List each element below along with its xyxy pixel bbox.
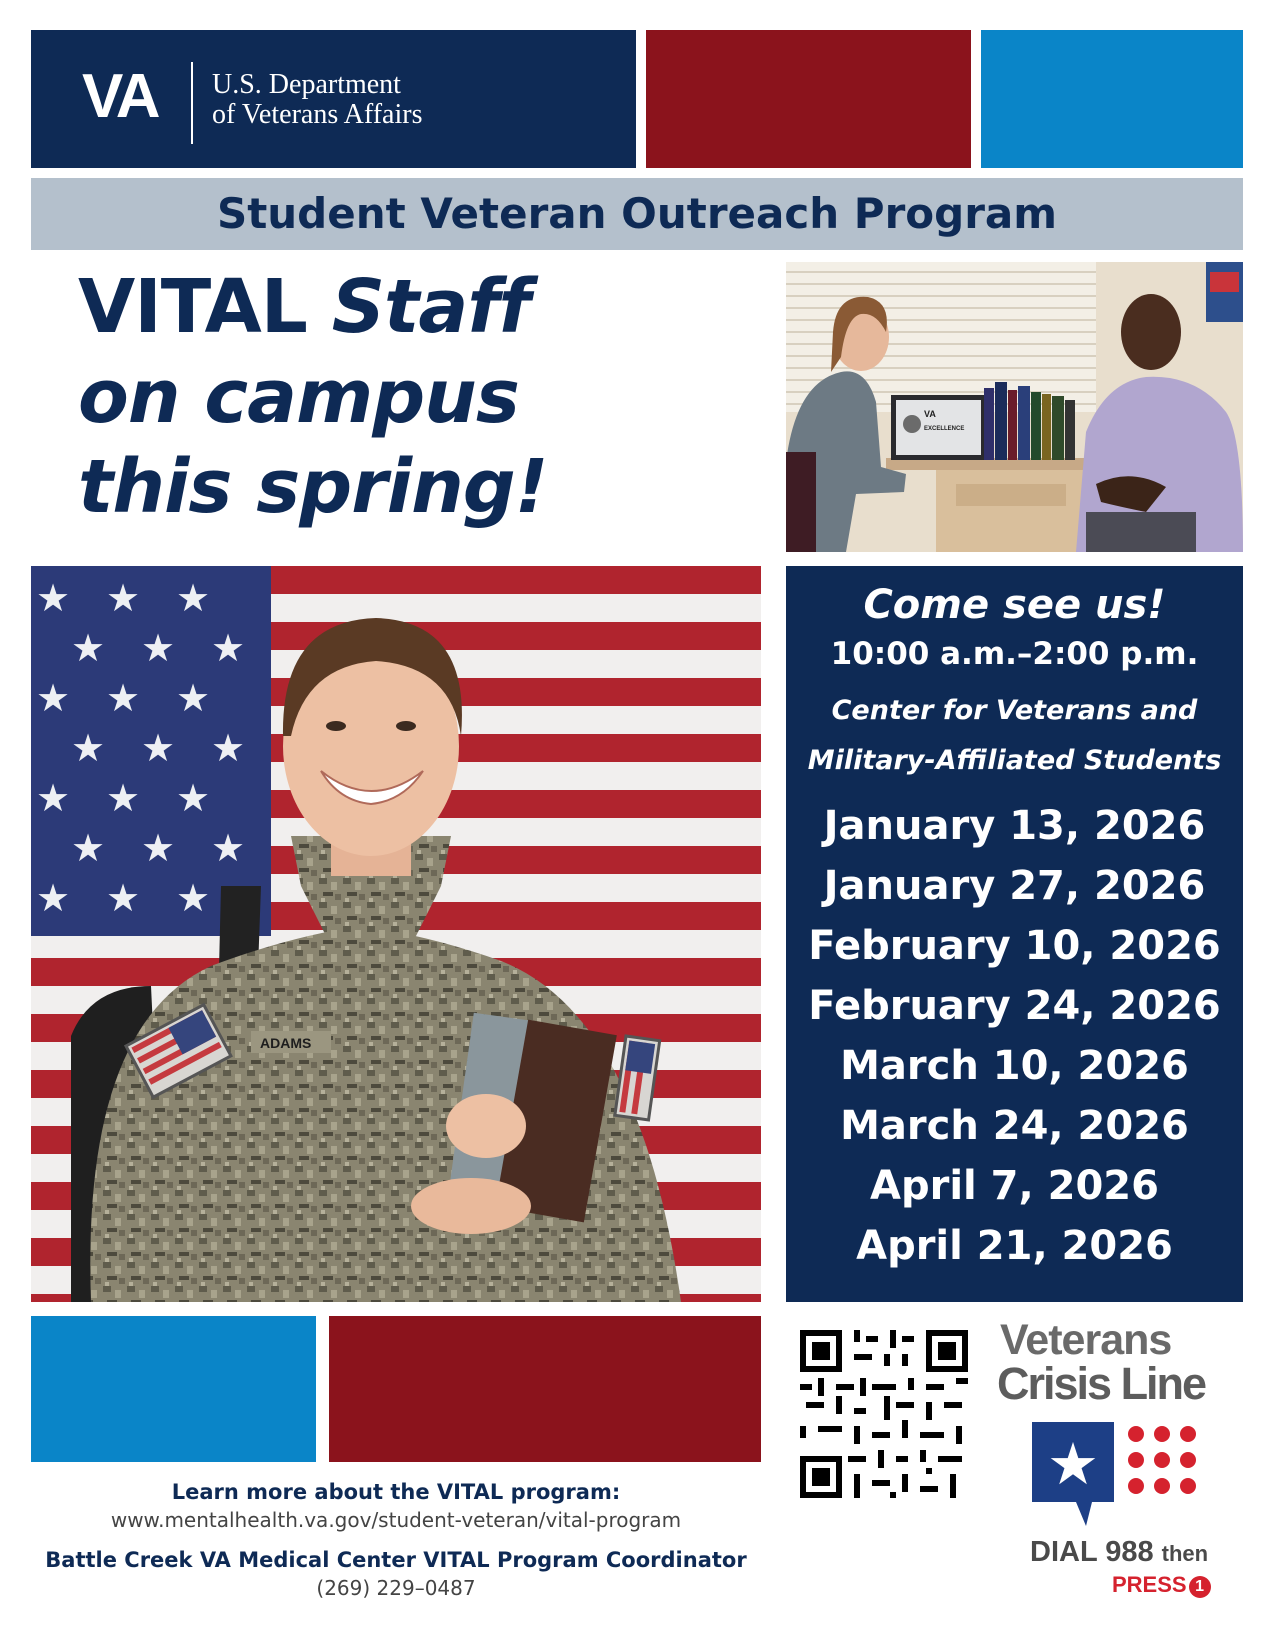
svg-text:★: ★ — [141, 826, 176, 870]
svg-text:★: ★ — [106, 876, 141, 920]
svg-text:★: ★ — [106, 776, 141, 820]
svg-text:★: ★ — [36, 876, 71, 920]
headline-vital: VITAL — [78, 264, 307, 350]
monitor-text: VA — [924, 409, 936, 419]
date-item: February 24, 2026 — [808, 983, 1221, 1029]
date-item: February 10, 2026 — [808, 923, 1221, 969]
schedule-hours: 10:00 a.m.–2:00 p.m. — [830, 636, 1199, 672]
svg-text:★: ★ — [211, 626, 246, 670]
svg-text:★: ★ — [1047, 1430, 1099, 1498]
header-red-block — [646, 30, 971, 168]
dial-number[interactable]: DIAL 988 — [1030, 1536, 1154, 1568]
location-line-1: Center for Veterans and — [831, 695, 1198, 726]
svg-text:★: ★ — [211, 826, 246, 870]
dial-then: then — [1161, 1541, 1209, 1566]
svg-text:★: ★ — [176, 876, 211, 920]
schedule-location — [786, 686, 1243, 786]
svg-text:★: ★ — [141, 626, 176, 670]
learn-more-label: Learn more about the VITAL program: — [171, 1480, 621, 1504]
svg-text:★: ★ — [211, 726, 246, 770]
monitor-subtext: EXCELLENCE — [924, 426, 965, 432]
svg-text:★: ★ — [36, 576, 71, 620]
program-url-link[interactable]: www.mentalhealth.va.gov/student-veteran/vital-program — [110, 1508, 682, 1532]
date-item: March 24, 2026 — [840, 1103, 1189, 1149]
date-item: January 27, 2026 — [823, 863, 1206, 909]
date-item: April 7, 2026 — [870, 1163, 1159, 1209]
header-blue-block — [981, 30, 1243, 168]
svg-text:★: ★ — [71, 626, 106, 670]
department-name — [212, 70, 422, 130]
press-instruction — [1112, 1572, 1211, 1598]
name-tape: ADAMS — [260, 1035, 312, 1051]
footer-red-block — [329, 1316, 761, 1462]
logo-divider — [191, 62, 193, 144]
svg-text:★: ★ — [176, 576, 211, 620]
svg-text:★: ★ — [36, 776, 71, 820]
crisis-line-name-2: Crisis Line — [997, 1358, 1206, 1409]
program-title: Student Veteran Outreach Program — [216, 189, 1058, 238]
coordinator-label: Battle Creek VA Medical Center VITAL Program Coordinator — [45, 1548, 747, 1572]
soldier-flag-illustration — [31, 566, 761, 1302]
headline-staff: Staff — [331, 264, 530, 350]
press-label: PRESS — [1112, 1572, 1187, 1597]
date-list — [786, 796, 1243, 1276]
office-meeting-photo — [786, 262, 1243, 552]
schedule-panel — [786, 566, 1243, 1302]
dial-instruction — [1030, 1536, 1208, 1570]
date-item: March 10, 2026 — [840, 1043, 1189, 1089]
va-logo-mark: VA — [82, 62, 158, 131]
date-item: April 21, 2026 — [856, 1223, 1173, 1269]
office-meeting-illustration — [786, 262, 1243, 552]
svg-text:★: ★ — [36, 676, 71, 720]
date-item: January 13, 2026 — [823, 803, 1206, 849]
department-line-2: of Veterans Affairs — [212, 99, 423, 130]
crisis-line-name-1: Veterans — [1000, 1316, 1172, 1364]
svg-text:★: ★ — [106, 676, 141, 720]
svg-text:★: ★ — [71, 826, 106, 870]
location-line-2: Military-Affiliated Students — [807, 745, 1222, 776]
crisis-line-logo-icon — [1028, 1418, 1208, 1530]
qr-code[interactable] — [800, 1330, 968, 1498]
svg-text:★: ★ — [176, 676, 211, 720]
footer-info — [31, 1478, 761, 1602]
headline-line-1 — [78, 262, 758, 352]
svg-text:★: ★ — [71, 726, 106, 770]
headline — [78, 262, 758, 532]
footer-blue-block — [31, 1316, 316, 1462]
coordinator-phone[interactable]: (269) 229–0487 — [316, 1576, 476, 1600]
headline-line-2: on campus — [78, 354, 519, 440]
schedule-heading: Come see us! — [863, 582, 1166, 628]
svg-text:★: ★ — [106, 576, 141, 620]
press-key-badge: 1 — [1189, 1576, 1211, 1598]
department-line-1: U.S. Department — [212, 69, 401, 100]
headline-line-3: this spring! — [78, 444, 548, 530]
svg-text:★: ★ — [176, 776, 211, 820]
soldier-student-photo — [31, 566, 761, 1302]
svg-text:★: ★ — [141, 726, 176, 770]
